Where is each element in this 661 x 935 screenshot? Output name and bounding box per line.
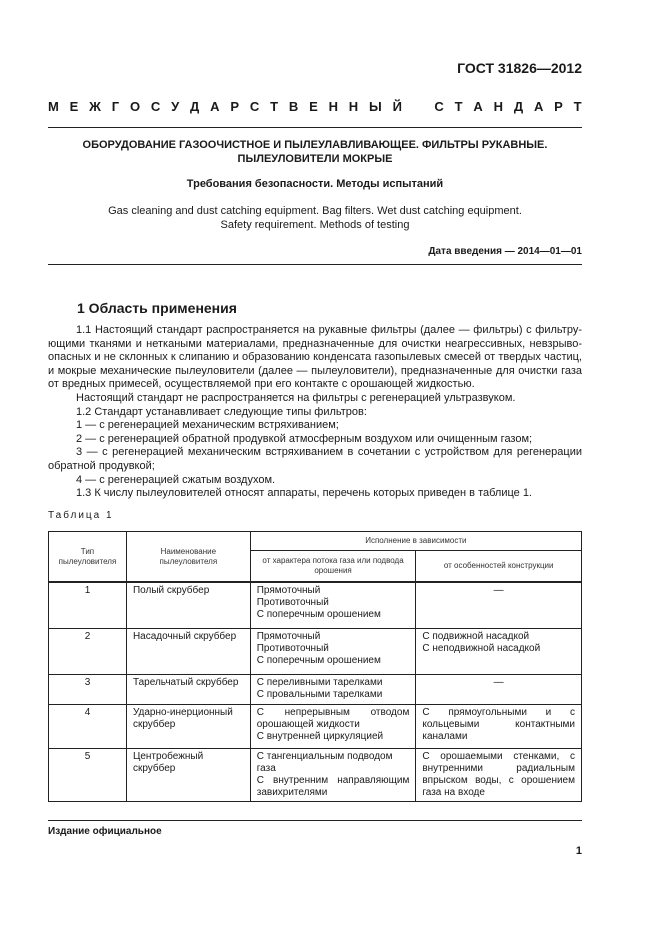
- table-caption: Таблица 1: [48, 510, 114, 521]
- body-paragraph: 4 — с регенерацией сжатым воздухом.: [76, 473, 276, 486]
- flow-line: С тангенциальным подводом газа: [256, 750, 393, 774]
- banner-letter: Т: [454, 99, 463, 114]
- cell-design: [416, 748, 582, 801]
- flow-line: С непрерывным отводом орошающей жидкости: [256, 706, 410, 730]
- cell-design: [416, 582, 582, 628]
- banner-letter: Д: [190, 99, 200, 114]
- flow-line: Противоточный: [256, 597, 329, 608]
- banner-letter: С: [249, 99, 260, 114]
- flow-line: С провальными тарелками: [256, 688, 383, 700]
- title-line-1: ОБОРУДОВАНИЕ ГАЗООЧИСТНОЕ И ПЫЛЕУЛАВЛИВАЮЩЕЕ. ФИЛЬТРЫ РУКАВНЫЕ.: [82, 139, 548, 151]
- design-line: —: [493, 585, 504, 596]
- banner-letter: М: [48, 99, 59, 114]
- document-title: [48, 138, 582, 166]
- banner-letter: Г: [111, 99, 120, 114]
- header-design: от особенностей конструкции: [416, 551, 582, 583]
- banner-letter: Н: [493, 99, 504, 114]
- table-row: [49, 628, 582, 674]
- cell-type: 4: [49, 704, 127, 748]
- banner-letter: Ж: [89, 99, 101, 114]
- banner-letter: А: [210, 99, 220, 114]
- table-body: [49, 582, 582, 801]
- flow-line: С внутренней циркуляцией: [256, 730, 384, 742]
- body-paragraph: Настоящий стандарт не распространяется на фильтры с регенерацией ультразвуком.: [76, 391, 516, 404]
- header-rule: [48, 127, 582, 128]
- flow-line: С внутренним направляющим завихрителями: [256, 774, 410, 798]
- flow-line: Противоточный: [256, 642, 329, 654]
- flow-line: Прямоточный: [256, 630, 321, 642]
- header-name: Наименование пылеуловителя: [126, 532, 250, 583]
- cell-flow: [250, 704, 416, 748]
- flow-line: С поперечным орошением: [256, 654, 381, 666]
- design-line: С орошаемыми стенками, с внутренними радиальным впрыском воды, с орошением газа на входе: [422, 750, 575, 798]
- header-execution: Исполнение в зависимости: [250, 532, 581, 551]
- cell-name: Насадочный скруббер: [126, 628, 250, 674]
- design-line: С подвижной насадкой: [422, 630, 530, 642]
- table-row: [49, 748, 582, 801]
- page-number: 1: [575, 845, 582, 857]
- cell-name: Тарельчатый скруббер: [126, 674, 250, 704]
- banner-letter: Д: [513, 99, 524, 114]
- cell-design: [416, 674, 582, 704]
- standard-code: ГОСТ 31826—2012: [457, 60, 582, 76]
- cell-flow: [250, 748, 416, 801]
- date-rule: [48, 264, 582, 265]
- cell-name: Ударно-инерционный скруббер: [126, 704, 250, 748]
- flow-line: С переливными тарелками: [256, 676, 383, 688]
- cell-name: Центробежный скруббер: [126, 748, 250, 801]
- design-line: С неподвижной насадкой: [422, 642, 541, 654]
- cell-flow: [250, 674, 416, 704]
- table-row: [49, 674, 582, 704]
- table-row: [49, 582, 582, 628]
- banner-letter: А: [533, 99, 544, 114]
- cell-name: Полый скруббер: [126, 582, 250, 628]
- official-edition: Издание официальное: [48, 826, 162, 837]
- english-title-line-2: Safety requirement. Methods of testing: [220, 219, 410, 231]
- body-paragraph: 3 — с регенерацией механическим встряхиванием в сочетании с устройством для регенерации обратной продувкой;: [48, 446, 582, 472]
- cell-flow: [250, 628, 416, 674]
- cell-type: 3: [49, 674, 127, 704]
- banner-letter: У: [171, 99, 180, 114]
- banner-letter: Е: [309, 99, 318, 114]
- banner-letter: Ы: [369, 99, 382, 114]
- design-line: —: [493, 676, 504, 688]
- footer-rule: [48, 820, 582, 821]
- banner-letter: Н: [348, 99, 359, 114]
- interstate-standard-banner: [48, 99, 582, 114]
- banner-letter: С: [434, 99, 444, 114]
- title-line-2: ПЫЛЕУЛОВИТЕЛИ МОКРЫЕ: [237, 153, 393, 165]
- banner-letter: В: [288, 99, 299, 114]
- banner-letter: А: [473, 99, 483, 114]
- banner-letter: Т: [573, 99, 582, 114]
- english-title-line-1: Gas cleaning and dust catching equipment. Bag filters. Wet dust catching equipment.: [108, 205, 522, 217]
- cell-design: [416, 628, 582, 674]
- data-table: [48, 531, 582, 802]
- banner-letter: О: [129, 99, 141, 114]
- cell-type: 5: [49, 748, 127, 801]
- cell-flow: [250, 582, 416, 628]
- cell-type: 2: [49, 628, 127, 674]
- body-paragraph: 2 — с регенерацией обратной продувкой атмосферным воздухом или очищенным газом;: [76, 432, 533, 445]
- header-flow: от характера потока газа или подвода орошения: [250, 551, 416, 583]
- body-paragraph: 1 — с регенерацией механическим встряхиванием;: [76, 419, 339, 432]
- section-title: 1 Область применения: [77, 300, 237, 316]
- body-paragraph: 1.3 К числу пылеуловителей относят аппараты, перечень которых приведен в таблице 1.: [76, 487, 532, 500]
- header-type: Тип пылеуловителя: [49, 532, 127, 583]
- table-row: [49, 704, 582, 748]
- banner-letter: Р: [554, 99, 563, 114]
- design-line: С прямоугольными и с кольцевыми контактными каналами: [422, 706, 575, 742]
- introduction-date: Дата введения — 2014—01—01: [428, 246, 582, 257]
- document-subtitle: Требования безопасности. Методы испытаний: [186, 178, 444, 190]
- flow-line: С поперечным орошением: [256, 609, 381, 620]
- banner-letter: Й: [392, 99, 402, 114]
- body-paragraph: 1.2 Стандарт устанавливает следующие типы фильтров:: [76, 405, 367, 418]
- flow-line: Прямоточный: [256, 585, 321, 596]
- body-paragraph: 1.1 Настоящий стандарт распространяется на рукавные фильтры (далее — фильтры) с фильтрующими тканями и неткаными материалами, предназначенные для очистки неагрессивных, невзрывоопасных и не склонных к слипанию и образованию конденсата газопылевых смесей от твердых частиц, и мокрые механические пылеуловители (далее — пылеуловители), предназначенные для очистки газа от вредных примесей, осуществляемой при его контакте с орошающей жидкостью.: [48, 324, 582, 391]
- banner-letter: С: [150, 99, 161, 114]
- banner-letter: Р: [230, 99, 240, 114]
- banner-letter: Т: [270, 99, 279, 114]
- banner-letter: Н: [328, 99, 338, 114]
- cell-design: [416, 704, 582, 748]
- banner-letter: Е: [69, 99, 79, 114]
- english-title: [48, 204, 582, 232]
- cell-type: 1: [49, 582, 127, 628]
- section-body: [48, 324, 582, 501]
